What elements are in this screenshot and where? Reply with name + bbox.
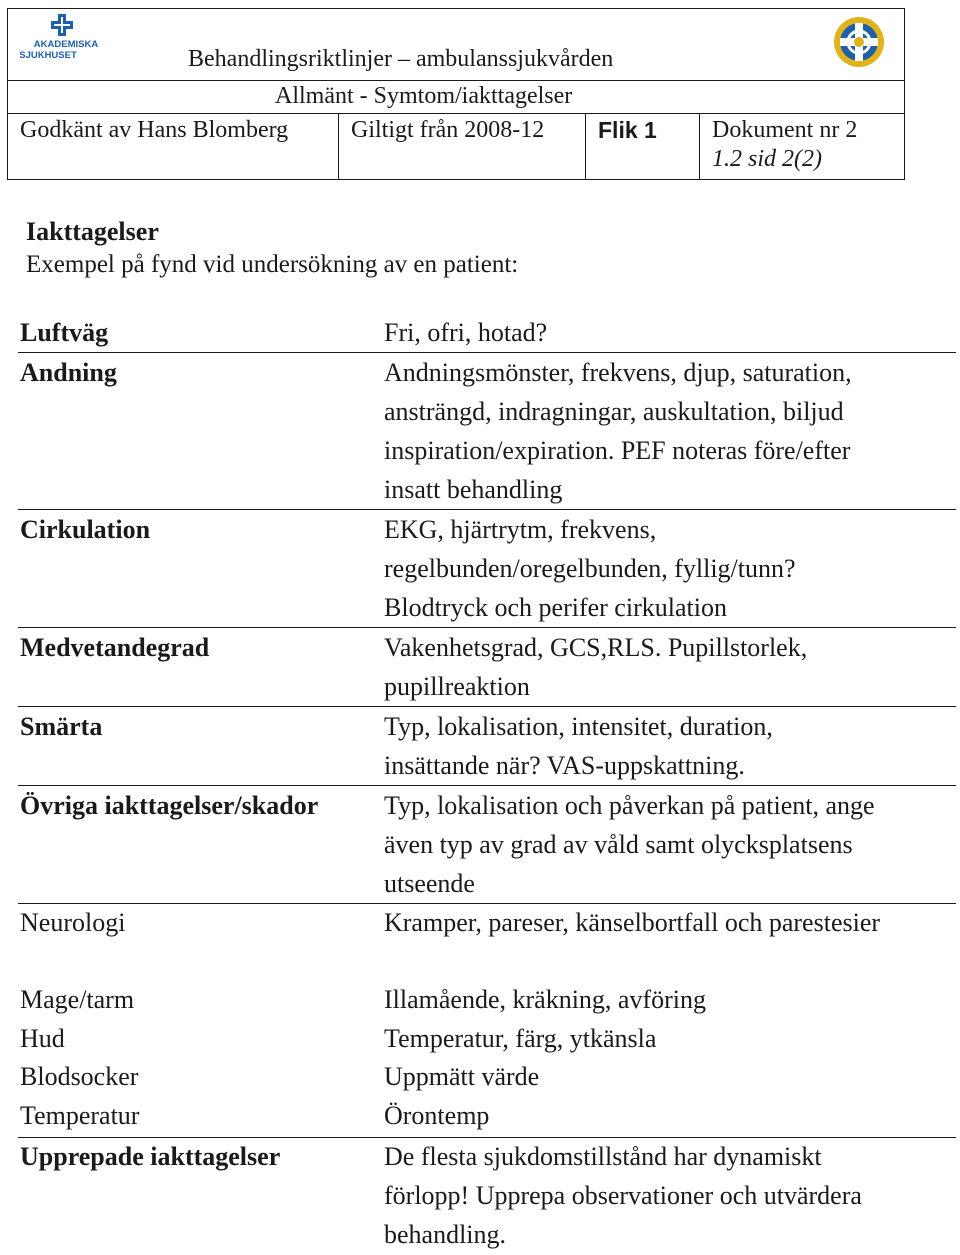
- row-label-ovriga: Övriga iakttagelser/skador: [20, 791, 319, 820]
- section-title: Iakttagelser: [26, 217, 159, 246]
- row-label-upprepade: Upprepade iakttagelser: [20, 1142, 281, 1171]
- row-label-medvetandegrad: Medvetandegrad: [20, 633, 210, 662]
- row-desc-andning: Andningsmönster, frekvens, djup, saturation, ansträngd, indragningar, auskultation, biljud inspiration/expiration. PEF noteras före/efter insatt behandling: [384, 358, 852, 504]
- row-desc-blodsocker: Uppmätt värde: [384, 1062, 540, 1091]
- row-desc-temperatur: Örontemp: [384, 1101, 490, 1130]
- row-label-hud: Hud: [20, 1024, 65, 1053]
- row-desc-mage-tarm: Illamående, kräkning, avföring: [384, 985, 706, 1014]
- akademiska-sjukhuset-logo: [20, 12, 112, 64]
- document-number: Dokument nr 2: [712, 117, 858, 143]
- row-desc-upprepade: De flesta sjukdomstillstånd har dynamiskt förlopp! Upprepa observationer och utvärdera behandling.: [384, 1142, 862, 1249]
- valid-from: Giltigt från 2008-12: [351, 117, 545, 143]
- ambulance-emblem-logo: [832, 14, 886, 70]
- row-label-blodsocker: Blodsocker: [20, 1062, 139, 1091]
- header-column-divider-3: [699, 113, 700, 180]
- header-column-divider-2: [585, 113, 586, 180]
- row-label-cirkulation: Cirkulation: [20, 515, 151, 544]
- row-label-smarta: Smärta: [20, 712, 103, 741]
- tab-label: Flik 1: [598, 117, 657, 143]
- row-desc-smarta: Typ, lokalisation, intensitet, duration, insättande när? VAS-uppskattning.: [384, 712, 773, 780]
- header-divider-2: [7, 113, 905, 114]
- header-subtitle: Allmänt - Symtom/iakttagelser: [275, 83, 573, 109]
- header-column-divider-1: [338, 113, 339, 180]
- section-subtitle: Exempel på fynd vid undersökning av en patient:: [26, 251, 519, 278]
- row-label-temperatur: Temperatur: [20, 1101, 140, 1130]
- page-number: 1.2 sid 2(2): [712, 146, 822, 172]
- svg-text:SJUKHUSET: SJUKHUSET: [20, 50, 77, 61]
- row-desc-ovriga: Typ, lokalisation och påverkan på patient, ange även typ av grad av våld samt olycksplatsens utseende: [384, 791, 875, 898]
- row-desc-medvetandegrad: Vakenhetsgrad, GCS,RLS. Pupillstorlek, pupillreaktion: [384, 633, 808, 701]
- row-label-neurologi: Neurologi: [20, 908, 126, 937]
- row-desc-cirkulation: EKG, hjärtrytm, frekvens, regelbunden/oregelbunden, fyllig/tunn? Blodtryck och perifer cirkulation: [384, 515, 796, 622]
- row-label-andning: Andning: [20, 358, 117, 387]
- row-desc-neurologi: Kramper, pareser, känselbortfall och parestesier: [384, 908, 881, 937]
- header-divider-1: [7, 80, 905, 81]
- row-label-mage-tarm: Mage/tarm: [20, 985, 135, 1014]
- svg-text:AKADEMISKA: AKADEMISKA: [33, 39, 99, 50]
- approved-by: Godkänt av Hans Blomberg: [20, 117, 289, 143]
- row-label-luftvag: Luftväg: [20, 318, 109, 347]
- row-desc-hud: Temperatur, färg, ytkänsla: [384, 1024, 657, 1053]
- header-title: Behandlingsriktlinjer – ambulanssjukvården: [188, 46, 614, 72]
- row-desc-luftvag: Fri, ofri, hotad?: [384, 318, 548, 347]
